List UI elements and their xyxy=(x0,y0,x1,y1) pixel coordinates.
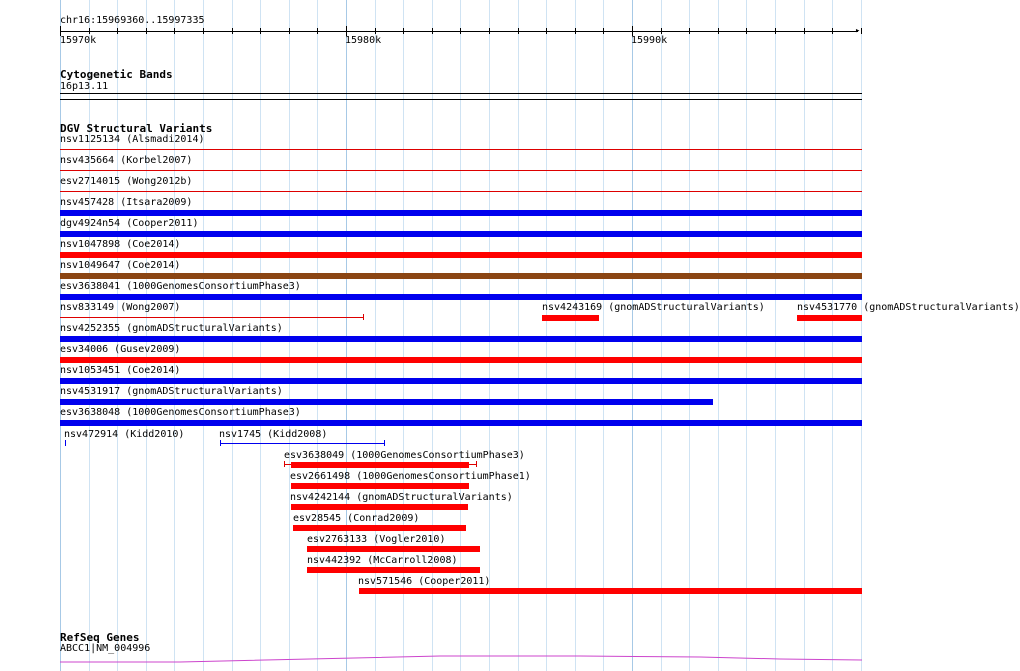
ruler-label-15970k: 15970k xyxy=(60,35,97,46)
variant-feature-nsv442392[interactable] xyxy=(307,567,480,573)
ruler-tick xyxy=(718,28,719,34)
variant-feature-nsv472914[interactable] xyxy=(65,440,66,446)
feature-label: nsv1745 (Kidd2008) xyxy=(219,429,328,440)
variant-end-tick xyxy=(476,461,477,467)
feature-label: nsv435664 (Korbel2007) xyxy=(60,155,193,166)
variant-feature-nsv833149[interactable] xyxy=(60,317,364,318)
ruler-tick xyxy=(775,28,776,34)
variant-feature-nsv571546[interactable] xyxy=(359,588,862,594)
dgv-track-title[interactable]: DGV Structural Variants xyxy=(60,122,213,135)
ruler-tick xyxy=(289,28,290,34)
ruler-tick xyxy=(232,28,233,34)
variant-feature-esv2714015[interactable] xyxy=(60,191,862,192)
feature-label: esv3638049 (1000GenomesConsortiumPhase3) xyxy=(284,450,525,461)
cytoband-track-title[interactable]: Cytogenetic Bands xyxy=(60,68,173,81)
feature-label: nsv571546 (Cooper2011) xyxy=(358,576,491,587)
variant-feature-esv2661498[interactable] xyxy=(291,483,469,489)
location-label: chr16:15969360..15997335 xyxy=(60,15,205,26)
variant-feature-nsv4242144[interactable] xyxy=(291,504,468,510)
ruler-tick xyxy=(89,28,90,34)
variant-feature-nsv457428[interactable] xyxy=(60,210,862,216)
feature-label: nsv1125134 (Alsmadi2014) xyxy=(60,134,205,145)
variant-feature-esv34006[interactable] xyxy=(60,357,862,363)
variant-feature-nsv1053451[interactable] xyxy=(60,378,862,384)
ruler-tick xyxy=(861,28,862,34)
variant-feature-esv3638048[interactable] xyxy=(60,420,862,426)
variant-feature-esv3638041[interactable] xyxy=(60,294,862,300)
ruler-tick xyxy=(575,28,576,34)
ruler-tick xyxy=(432,28,433,34)
variant-end-tick xyxy=(284,461,285,467)
feature-label: esv3638041 (1000GenomesConsortiumPhase3) xyxy=(60,281,301,292)
feature-label: nsv4242144 (gnomADStructuralVariants) xyxy=(290,492,513,503)
variant-end-tick xyxy=(220,440,221,446)
feature-label: dgv4924n54 (Cooper2011) xyxy=(60,218,199,229)
ruler-tick xyxy=(489,28,490,34)
ruler-tick xyxy=(460,28,461,34)
feature-label: nsv472914 (Kidd2010) xyxy=(64,429,185,440)
variant-feature-nsv1047898[interactable] xyxy=(60,252,862,258)
ruler-tick xyxy=(146,28,147,34)
ruler-tick xyxy=(117,28,118,34)
feature-label: nsv4531917 (gnomADStructuralVariants) xyxy=(60,386,283,397)
variant-feature-nsv4531917[interactable] xyxy=(60,399,713,405)
ruler-tick xyxy=(403,28,404,34)
variant-feature-nsv1049647[interactable] xyxy=(60,273,862,279)
variant-feature-esv2763133[interactable] xyxy=(307,546,480,552)
ruler-right-arrow-icon: ▸ xyxy=(855,26,861,36)
gene-model-abcc1[interactable] xyxy=(60,652,862,664)
ruler-label-15980k: 15980k xyxy=(345,35,382,46)
variant-feature-nsv4252355[interactable] xyxy=(60,336,862,342)
variant-feature-nsv4531770[interactable] xyxy=(797,315,862,321)
feature-label: esv2661498 (1000GenomesConsortiumPhase1) xyxy=(290,471,531,482)
variant-end-tick xyxy=(384,440,385,446)
ruler-tick xyxy=(518,28,519,34)
feature-label: esv28545 (Conrad2009) xyxy=(293,513,420,524)
ruler-tick xyxy=(832,28,833,34)
ruler-tick xyxy=(804,28,805,34)
ruler-tick xyxy=(603,28,604,34)
variant-feature-esv3638049[interactable] xyxy=(291,462,469,468)
variant-feature-nsv435664[interactable] xyxy=(60,170,862,171)
refseq-track-title[interactable]: RefSeq Genes xyxy=(60,631,140,644)
gene-label: ABCC1|NM_004996 xyxy=(60,643,151,654)
feature-label: esv2763133 (Vogler2010) xyxy=(307,534,446,545)
cytoband-label: 16p13.11 xyxy=(60,81,109,92)
feature-label: nsv442392 (McCarroll2008) xyxy=(307,555,458,566)
feature-label: esv3638048 (1000GenomesConsortiumPhase3) xyxy=(60,407,301,418)
ruler-tick xyxy=(746,28,747,34)
variant-feature-nsv1125134[interactable] xyxy=(60,149,862,150)
cytoband-top-line xyxy=(60,93,862,94)
ruler-tick xyxy=(260,28,261,34)
variant-feature-nsv1745[interactable] xyxy=(220,443,385,444)
feature-label: nsv1053451 (Coe2014) xyxy=(60,365,181,376)
ruler-label-15990k: 15990k xyxy=(631,35,668,46)
feature-label: esv2714015 (Wong2012b) xyxy=(60,176,193,187)
ruler-tick xyxy=(661,28,662,34)
feature-label: nsv1049647 (Coe2014) xyxy=(60,260,181,271)
feature-label: esv34006 (Gusev2009) xyxy=(60,344,181,355)
feature-label: nsv4531770 (gnomADStructuralVariants) xyxy=(797,302,1020,313)
ruler-tick xyxy=(317,28,318,34)
variant-feature-dgv4924n54[interactable] xyxy=(60,231,862,237)
cytoband-bottom-line xyxy=(60,99,862,100)
feature-label: nsv833149 (Wong2007) xyxy=(60,302,181,313)
feature-label: nsv1047898 (Coe2014) xyxy=(60,239,181,250)
ruler-tick xyxy=(546,28,547,34)
ruler-tick xyxy=(203,28,204,34)
feature-label: nsv4243169 (gnomADStructuralVariants) xyxy=(542,302,765,313)
ruler-tick xyxy=(375,28,376,34)
variant-end-tick xyxy=(363,314,364,320)
ruler-tick xyxy=(689,28,690,34)
feature-label: nsv457428 (Itsara2009) xyxy=(60,197,193,208)
ruler-tick xyxy=(174,28,175,34)
ruler-line xyxy=(60,31,858,32)
variant-feature-esv28545[interactable] xyxy=(293,525,466,531)
feature-label: nsv4252355 (gnomADStructuralVariants) xyxy=(60,323,283,334)
variant-feature-nsv4243169[interactable] xyxy=(542,315,599,321)
